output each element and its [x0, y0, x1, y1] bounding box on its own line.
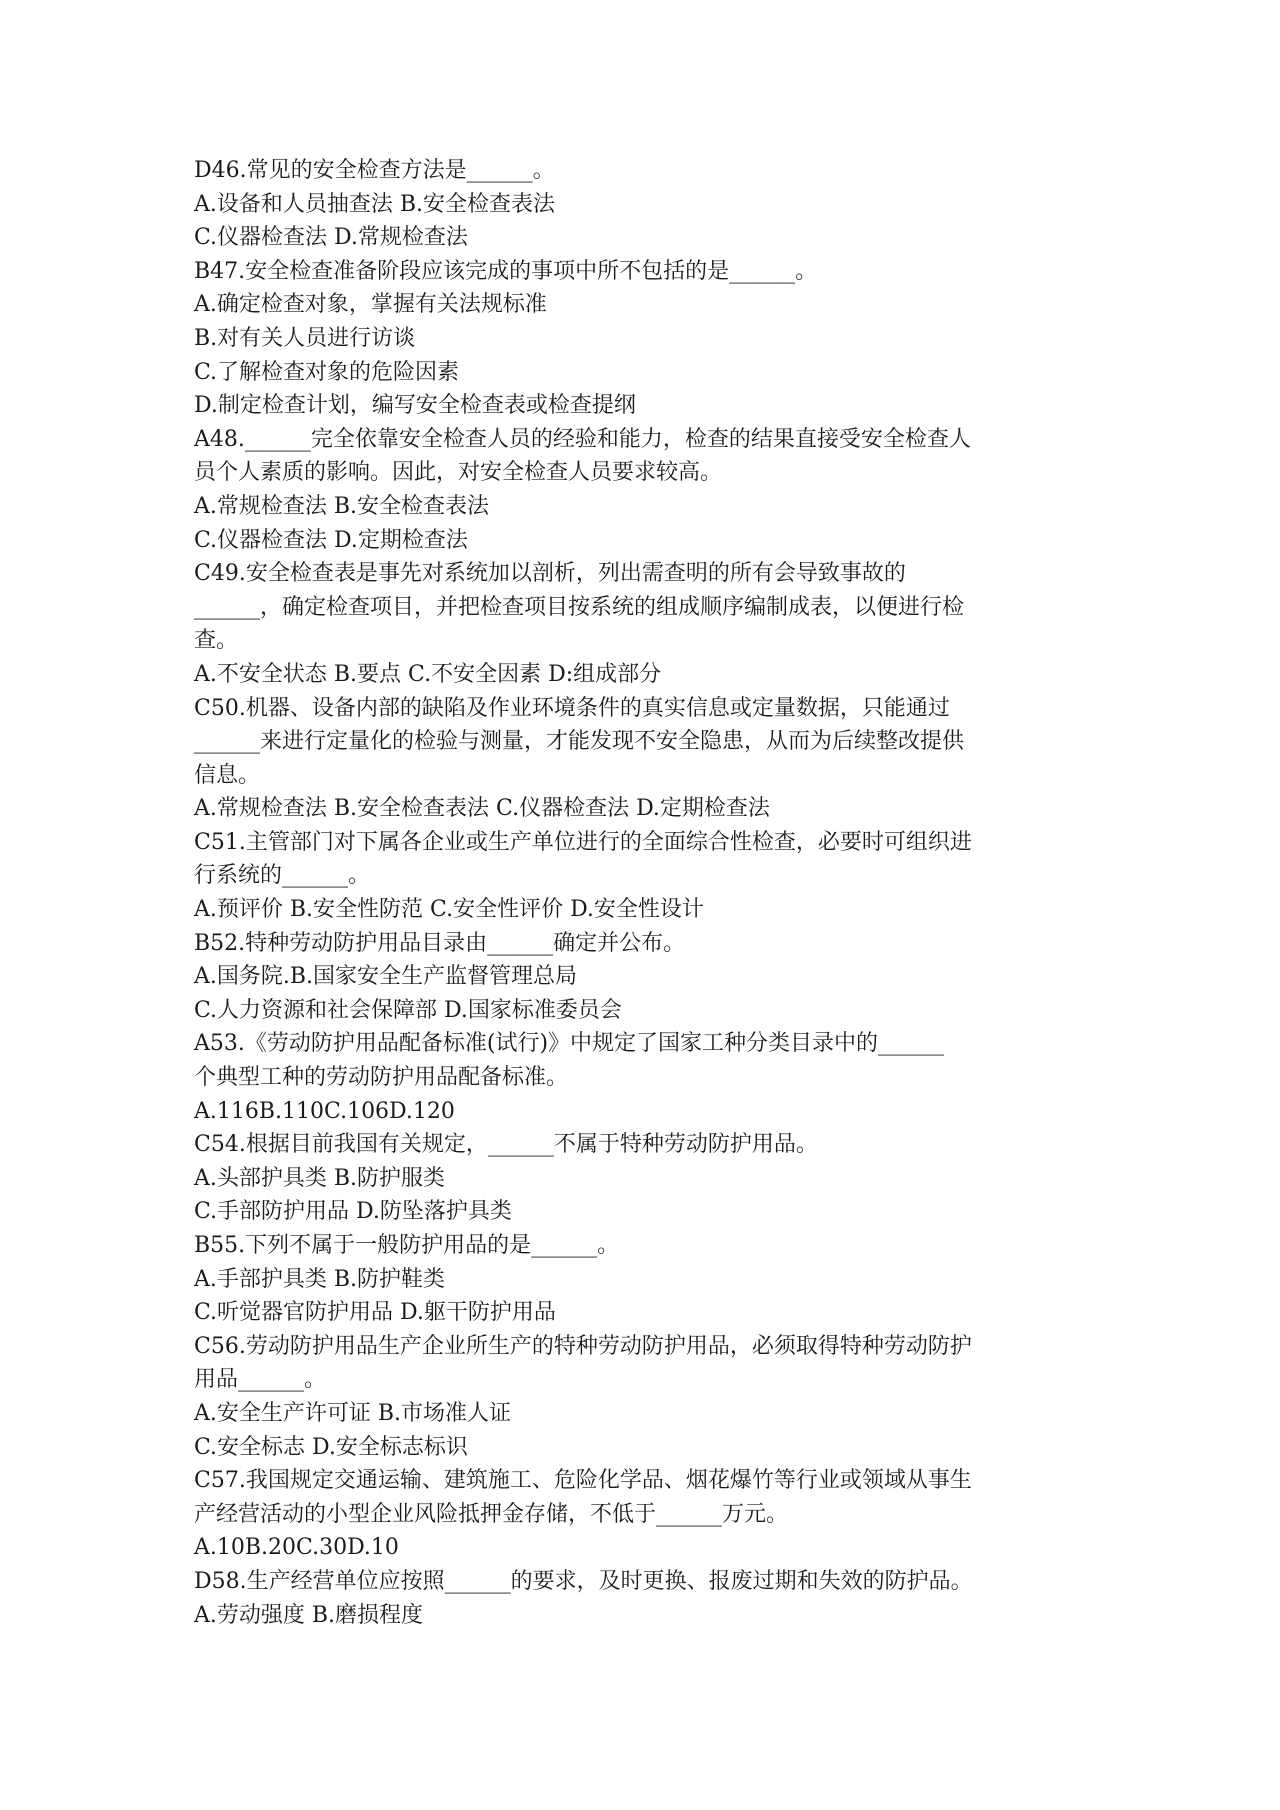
text-line: C.人力资源和社会保障部 D.国家标准委员会 [194, 997, 622, 1023]
text-line: C.手部防护用品 D.防坠落护具类 [194, 1199, 512, 1225]
text-line: 产经营活动的小型企业风险抵押金存储，不低于______万元。 [194, 1501, 789, 1527]
text-line: B55.下列不属于一般防护用品的是______。 [194, 1233, 620, 1258]
text-line: A.设备和人员抽查法 B.安全检查表法 [194, 191, 556, 217]
text-line: A.国务院.B.国家安全生产监督管理总局 [194, 964, 578, 990]
text-line: A.劳动强度 B.磨损程度 [194, 1602, 424, 1628]
text-line: C54.根据目前我国有关规定，______不属于特种劳动防护用品。 [194, 1132, 818, 1158]
text-line: 员个人素质的影响。因此，对安全检查人员要求较高。 [194, 460, 723, 486]
text-line: B47.安全检查准备阶段应该完成的事项中所不包括的是______。 [194, 258, 818, 284]
text-line: A.确定检查对象，掌握有关法规标准 [194, 292, 547, 318]
text-line: 信息。 [194, 762, 261, 788]
text-line: B.对有关人员进行访谈 [194, 325, 416, 351]
text-line: A.手部护具类 B.防护鞋类 [194, 1266, 446, 1292]
text-line: A.116B.110C.106D.120 [194, 1098, 455, 1124]
text-line: C49.安全检查表是事先对系统加以剖析，列出需查明的所有会导致事故的 [194, 561, 906, 587]
text-line: ______，确定检查项目，并把检查项目按系统的组成顺序编制成表，以便进行检 [194, 594, 965, 620]
text-line: C57.我国规定交通运输、建筑施工、危险化学品、烟花爆竹等行业或领域从事生 [194, 1468, 972, 1494]
text-line: A.常规检查法 B.安全检查表法 C.仪器检查法 D.定期检查法 [194, 796, 770, 822]
text-line: A48.______完全依靠安全检查人员的经验和能力，检查的结果直接受安全检查人 [194, 426, 971, 452]
text-line: 行系统的______。 [194, 863, 371, 889]
text-line: A.预评价 B.安全性防范 C.安全性评价 D.安全性设计 [194, 897, 704, 923]
text-line: 个典型工种的劳动防护用品配备标准。 [194, 1065, 569, 1091]
text-line: D46.常见的安全检查方法是______。 [194, 158, 555, 183]
text-line: C56.劳动防护用品生产企业所生产的特种劳动防护用品，必须取得特种劳动防护 [194, 1333, 972, 1359]
text-line: C.安全标志 D.安全标志标识 [194, 1434, 468, 1460]
text-line: A.10B.20C.30D.10 [194, 1535, 399, 1561]
text-line: C.仪器检查法 D.常规检查法 [194, 225, 468, 251]
text-line: 用品______。 [194, 1367, 327, 1393]
text-line: ______来进行定量化的检验与测量，才能发现不安全隐患，从而为后续整改提供 [194, 729, 965, 755]
text-line: A.安全生产许可证 B.市场准人证 [194, 1400, 512, 1426]
text-line: C.了解检查对象的危险因素 [194, 359, 460, 385]
text-line: B52.特种劳动防护用品目录由______确定并公布。 [194, 930, 686, 956]
text-line: C50.机器、设备内部的缺陷及作业环境条件的真实信息或定量数据，只能通过 [194, 695, 950, 721]
text-line: A.头部护具类 B.防护服类 [194, 1165, 446, 1191]
document-page [194, 154, 1094, 1632]
text-line: C51.主管部门对下属各企业或生产单位进行的全面综合性检查，必要时可组织进 [194, 829, 972, 855]
text-line: D58.生产经营单位应按照______的要求，及时更换、报废过期和失效的防护品。 [194, 1568, 973, 1594]
text-line: A.常规检查法 B.安全检查表法 [194, 493, 490, 519]
text-line: C.听觉器官防护用品 D.躯干防护用品 [194, 1300, 556, 1326]
text-line: A53.《劳动防护用品配备标准(试行)》中规定了国家工种分类目录中的______ [194, 1031, 945, 1057]
text-line: 查。 [194, 628, 239, 654]
text-line: D.制定检查计划，编写安全检查表或检查提纲 [194, 393, 636, 419]
text-line: C.仪器检查法 D.定期检查法 [194, 527, 468, 553]
text-line: A.不安全状态 B.要点 C.不安全因素 D:组成部分 [194, 661, 662, 687]
